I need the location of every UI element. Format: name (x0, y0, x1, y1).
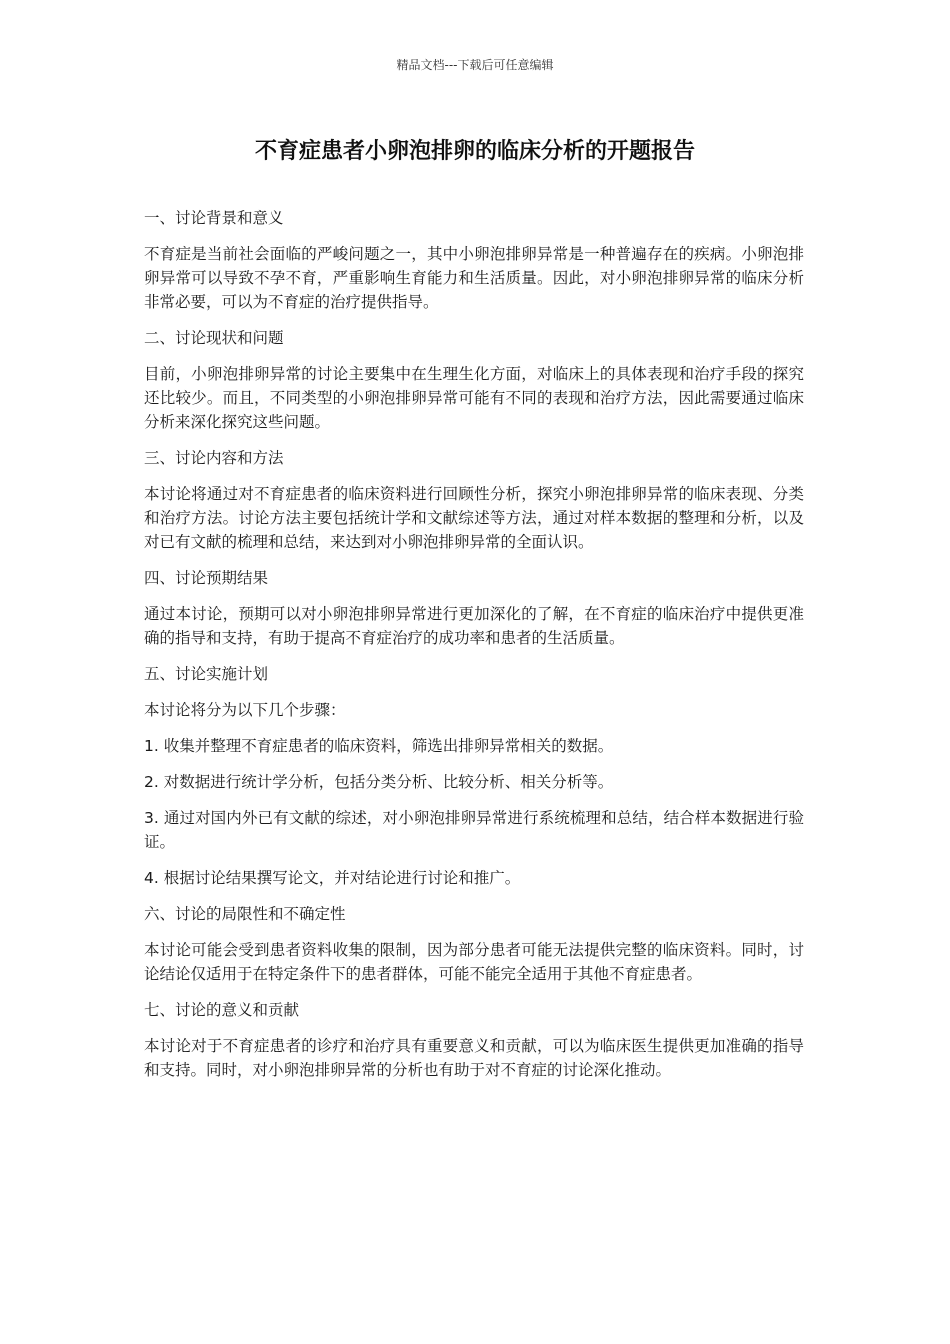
paragraph: 不育症是当前社会面临的严峻问题之一，其中小卵泡排卵异常是一种普遍存在的疾病。小卵泡排卵异常可以导致不孕不育，严重影响生育能力和生活质量。因此，对小卵泡排卵异常的临床分析非常必要，可以为不育症的治疗提供指导。 (144, 245, 804, 311)
paragraph: 通过本讨论，预期可以对小卵泡排卵异常进行更加深化的了解，在不育症的临床治疗中提供更准确的指导和支持，有助于提高不育症治疗的成功率和患者的生活质量。 (144, 605, 804, 647)
paragraph: 本讨论对于不育症患者的诊疗和治疗具有重要意义和贡献，可以为临床医生提供更加准确的指导和支持。同时，对小卵泡排卵异常的分析也有助于对不育症的讨论深化推动。 (144, 1037, 804, 1079)
section-heading: 七、讨论的意义和贡献 (144, 1001, 300, 1019)
section-heading: 五、讨论实施计划 (144, 665, 269, 683)
document-body (144, 206, 804, 1094)
paragraph: 本讨论将分为以下几个步骤： (144, 701, 346, 719)
section-heading: 六、讨论的局限性和不确定性 (144, 905, 346, 923)
page-title: 不育症患者小卵泡排卵的临床分析的开题报告 (254, 139, 695, 164)
header-note: 精品文档---下载后可任意编辑 (396, 58, 554, 72)
paragraph: 4. 根据讨论结果撰写论文，并对结论进行讨论和推广。 (144, 869, 521, 887)
section-heading: 一、讨论背景和意义 (144, 209, 284, 227)
paragraph: 1. 收集并整理不育症患者的临床资料，筛选出排卵异常相关的数据。 (144, 737, 614, 755)
paragraph: 3. 通过对国内外已有文献的综述，对小卵泡排卵异常进行系统梳理和总结，结合样本数据进行验证。 (144, 809, 804, 851)
section-heading: 三、讨论内容和方法 (144, 449, 284, 467)
paragraph: 目前，小卵泡排卵异常的讨论主要集中在生理生化方面，对临床上的具体表现和治疗手段的探究还比较少。而且，不同类型的小卵泡排卵异常可能有不同的表现和治疗方法，因此需要通过临床分析来深化探究这些问题。 (144, 365, 804, 431)
section-heading: 四、讨论预期结果 (144, 569, 269, 587)
paragraph: 本讨论可能会受到患者资料收集的限制，因为部分患者可能无法提供完整的临床资料。同时，讨论结论仅适用于在特定条件下的患者群体，可能不能完全适用于其他不育症患者。 (144, 941, 804, 983)
section-heading: 二、讨论现状和问题 (144, 329, 284, 347)
paragraph: 本讨论将通过对不育症患者的临床资料进行回顾性分析，探究小卵泡排卵异常的临床表现、分类和治疗方法。讨论方法主要包括统计学和文献综述等方法，通过对样本数据的整理和分析，以及对已有文献的梳理和总结，来达到对小卵泡排卵异常的全面认识。 (144, 485, 804, 551)
paragraph: 2. 对数据进行统计学分析，包括分类分析、比较分析、相关分析等。 (144, 773, 614, 791)
